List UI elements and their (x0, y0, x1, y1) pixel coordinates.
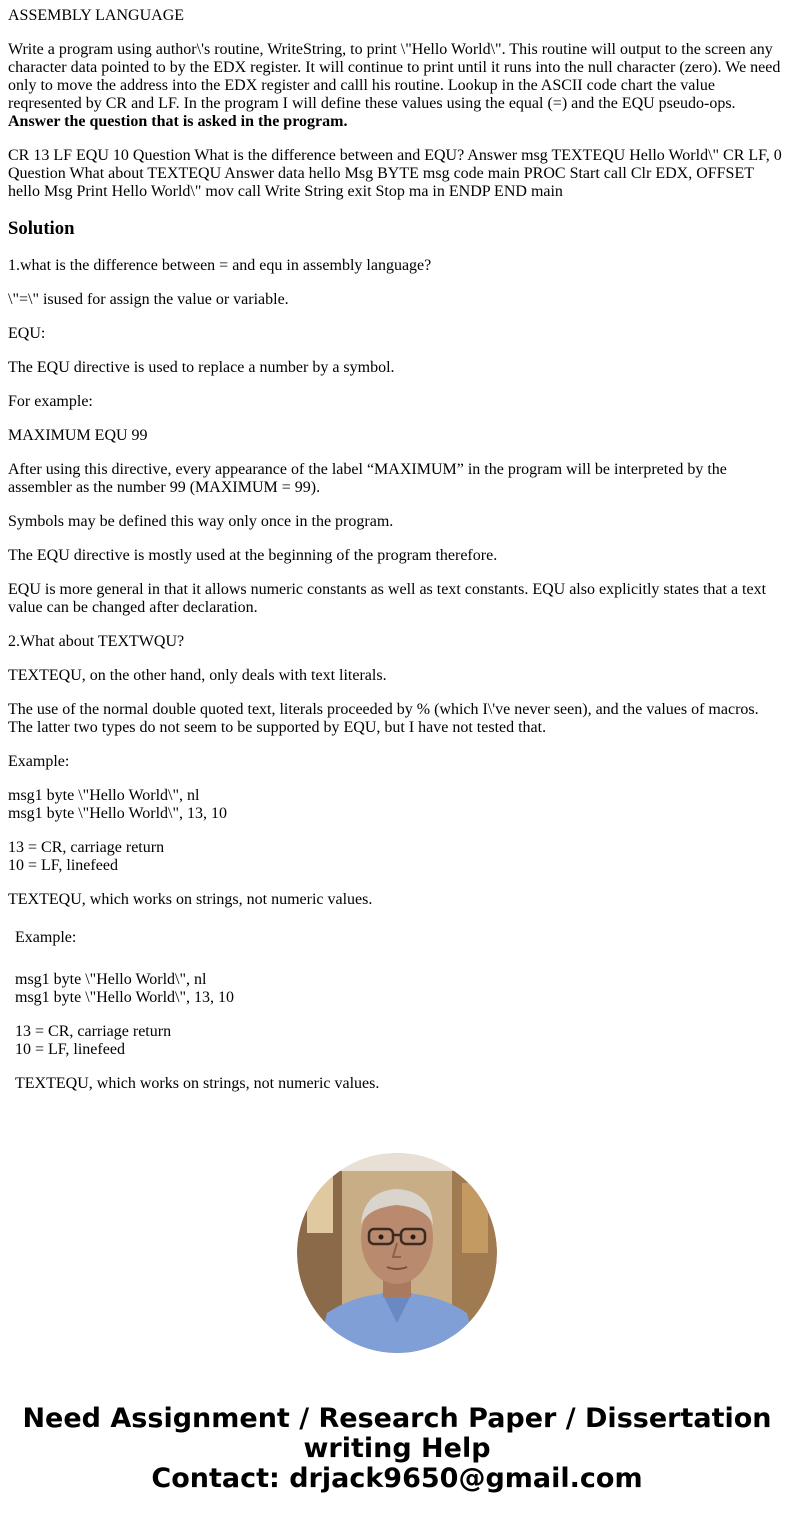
question-instruction: Answer the question that is asked in the program. (8, 113, 348, 130)
question-intro-text: Write a program using author\'s routine, WriteString, to print \"Hello World\". This routine will output to the screen any character data pointed to by the EDX register. It will continue to print until it runs into the null character (zero). We need only to move the address into the EDX register and calll his routine. Lookup in the ASCII code chart the value reqresented by CR and LF. In the program I will define these values using the equal (=) and the EQU pseudo-ops. (8, 41, 781, 112)
solution-q1: 1.what is the difference between = and equ in assembly language? (8, 257, 432, 274)
solution-heading: Solution (8, 218, 75, 239)
repeat-example: Example: (15, 929, 77, 946)
footer-line-2: writing Help (303, 1433, 491, 1464)
solution-textequ: TEXTEQU, on the other hand, only deals with text literals. (8, 667, 387, 684)
solution-works: TEXTEQU, which works on strings, not numeric values. (8, 891, 373, 908)
code-line-2: msg1 byte \"Hello World\", 13, 10 (8, 805, 228, 822)
code-line-1: msg1 byte \"Hello World\", nl (8, 787, 200, 804)
repeat-cr-lf (15, 1023, 786, 1059)
solution-symbols: Symbols may be defined this way only once in the program. (8, 513, 394, 530)
solution-assign: \"=\" isused for assign the value or variable. (8, 291, 289, 308)
repeat-works: TEXTEQU, which works on strings, not numeric values. (15, 1075, 380, 1092)
solution-q2: 2.What about TEXTWQU? (8, 633, 185, 650)
person-photo-icon (297, 1153, 497, 1353)
program-text: CR 13 LF EQU 10 Question What is the difference between and EQU? Answer msg TEXTEQU Hello World\" CR LF, 0 Question What about TEXTEQU Answer data hello Msg BYTE msg code main PROC Start call Clr EDX, OFFSET hello Msg Print Hello World\" mov call Write String exit Stop ma in ENDP END main (8, 147, 782, 200)
question-title: ASSEMBLY LANGUAGE (8, 7, 185, 24)
repeat-code-line-1: msg1 byte \"Hello World\", nl (15, 971, 207, 988)
solution-cr-lf (8, 839, 786, 875)
question-intro (8, 41, 786, 131)
footer-line-1: Need Assignment / Research Paper / Dissertation (22, 1403, 772, 1434)
repeat-code (15, 971, 786, 1007)
page-content (8, 7, 786, 1109)
solution-maximum: MAXIMUM EQU 99 (8, 427, 148, 444)
repeat-code-line-2: msg1 byte \"Hello World\", 13, 10 (15, 989, 235, 1006)
solution-equ-def: The EQU directive is used to replace a number by a symbol. (8, 359, 395, 376)
solution-for-example: For example: (8, 393, 93, 410)
author-avatar (297, 1153, 497, 1353)
repeat-block (15, 929, 786, 1093)
footer-line-3: Contact: drjack9650@gmail.com (151, 1463, 643, 1494)
lf-line: 10 = LF, linefeed (8, 857, 118, 874)
solution-normal: The use of the normal double quoted text, literals proceeded by % (which I\'ve never seen), and the values of macros. The latter two types do not seem to be supported by EQU, but I have not tested that. (8, 701, 759, 736)
solution-equ-label: EQU: (8, 325, 46, 342)
solution-general: EQU is more general in that it allows numeric constants as well as text constants. EQU also explicitly states that a text value can be changed after declaration. (8, 581, 767, 616)
cr-line: 13 = CR, carriage return (8, 839, 165, 856)
repeat-lf-line: 10 = LF, linefeed (15, 1041, 125, 1058)
solution-after: After using this directive, every appearance of the label “MAXIMUM” in the program will be interpreted by the assembler as the number 99 (MAXIMUM = 99). (8, 461, 727, 496)
footer-contact (0, 1404, 794, 1494)
solution-example: Example: (8, 753, 70, 770)
solution-code (8, 787, 786, 823)
repeat-cr-line: 13 = CR, carriage return (15, 1023, 172, 1040)
solution-mostly: The EQU directive is mostly used at the beginning of the program therefore. (8, 547, 498, 564)
